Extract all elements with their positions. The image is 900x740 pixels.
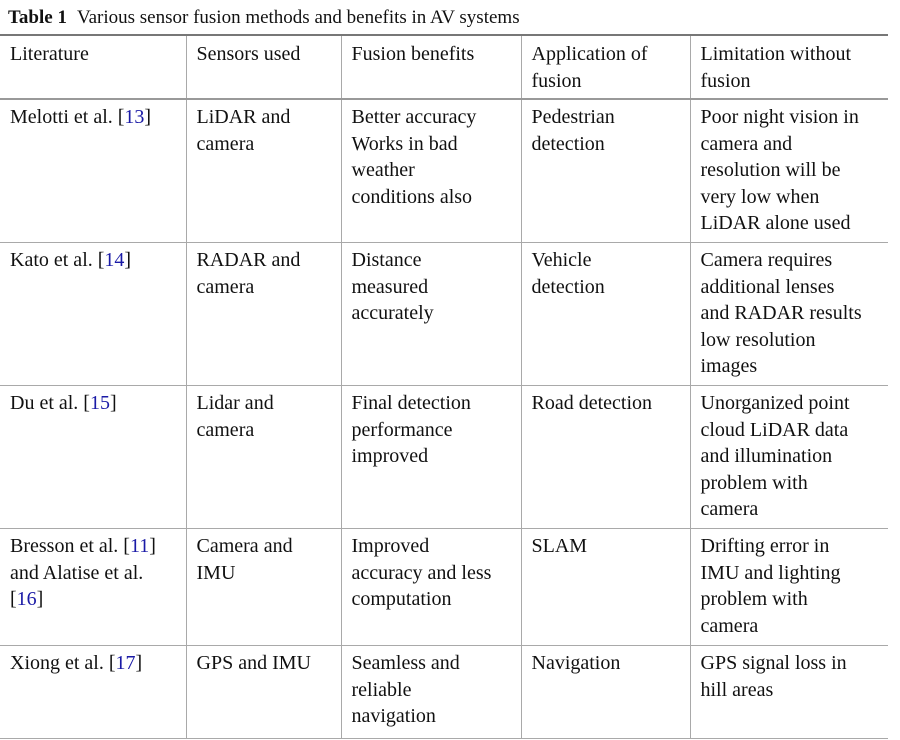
literature-text: Melotti et al. [	[10, 106, 125, 128]
cell-literature	[0, 243, 186, 386]
header-literature: Literature	[0, 35, 186, 99]
header-sensors-used: Sensors used	[186, 35, 341, 99]
cell-sensors: Lidar and camera	[186, 386, 341, 529]
table-header-row	[0, 35, 888, 99]
cell-limitation: Camera requires additional lenses and RADAR results low resolution images	[690, 243, 888, 386]
table-row	[0, 99, 888, 243]
cell-limitation: Drifting error in IMU and lighting problem with camera	[690, 529, 888, 646]
table-caption	[8, 6, 520, 30]
literature-text: Bresson et al. [	[10, 535, 130, 557]
table-row	[0, 529, 888, 646]
cell-sensors: RADAR and camera	[186, 243, 341, 386]
cell-application: SLAM	[521, 529, 690, 646]
cell-benefits: Better accuracy Works in bad weather conditions also	[341, 99, 521, 243]
citation-link[interactable]: 14	[104, 249, 125, 271]
cell-literature	[0, 646, 186, 739]
table-row	[0, 386, 888, 529]
header-application: Application of fusion	[521, 35, 690, 99]
cell-application: Pedestrian detection	[521, 99, 690, 243]
citation-link[interactable]: 16	[16, 588, 37, 610]
cell-literature	[0, 386, 186, 529]
citation-link[interactable]: 13	[124, 106, 145, 128]
literature-text: ]	[36, 588, 44, 610]
cell-limitation: Unorganized point cloud LiDAR data and illumination problem with camera	[690, 386, 888, 529]
literature-text: ]	[109, 392, 117, 414]
cell-application: Navigation	[521, 646, 690, 739]
literature-text: ]	[135, 652, 143, 674]
citation-link[interactable]: 11	[129, 535, 150, 557]
sensor-fusion-table	[0, 34, 888, 739]
cell-literature	[0, 99, 186, 243]
header-limitation: Limitation without fusion	[690, 35, 888, 99]
cell-application: Vehicle detection	[521, 243, 690, 386]
literature-text: ]	[144, 106, 152, 128]
literature-text: ]	[149, 535, 156, 557]
cell-limitation: Poor night vision in camera and resolution will be very low when LiDAR alone used	[690, 99, 888, 243]
literature-text: and Alatise et al. [	[10, 561, 144, 610]
citation-link[interactable]: 17	[115, 652, 136, 674]
cell-benefits: Final detection performance improved	[341, 386, 521, 529]
table-caption-label: Table 1	[8, 7, 67, 28]
literature-text: Xiong et al. [	[10, 652, 116, 674]
cell-sensors: GPS and IMU	[186, 646, 341, 739]
cell-benefits: Improved accuracy and less computation	[341, 529, 521, 646]
cell-sensors: LiDAR and camera	[186, 99, 341, 243]
cell-benefits: Seamless and reliable navigation	[341, 646, 521, 739]
literature-text: ]	[124, 249, 132, 271]
literature-text: Du et al. [	[10, 392, 90, 414]
table-caption-text: Various sensor fusion methods and benefits in AV systems	[76, 7, 520, 28]
cell-limitation: GPS signal loss in hill areas	[690, 646, 888, 739]
citation-link[interactable]: 15	[89, 392, 110, 414]
table-row	[0, 243, 888, 386]
header-fusion-benefits: Fusion benefits	[341, 35, 521, 99]
cell-literature	[0, 529, 186, 646]
cell-sensors: Camera and IMU	[186, 529, 341, 646]
table-row	[0, 646, 888, 739]
literature-text: Kato et al. [	[10, 249, 105, 271]
cell-application: Road detection	[521, 386, 690, 529]
cell-benefits: Distance measured accurately	[341, 243, 521, 386]
